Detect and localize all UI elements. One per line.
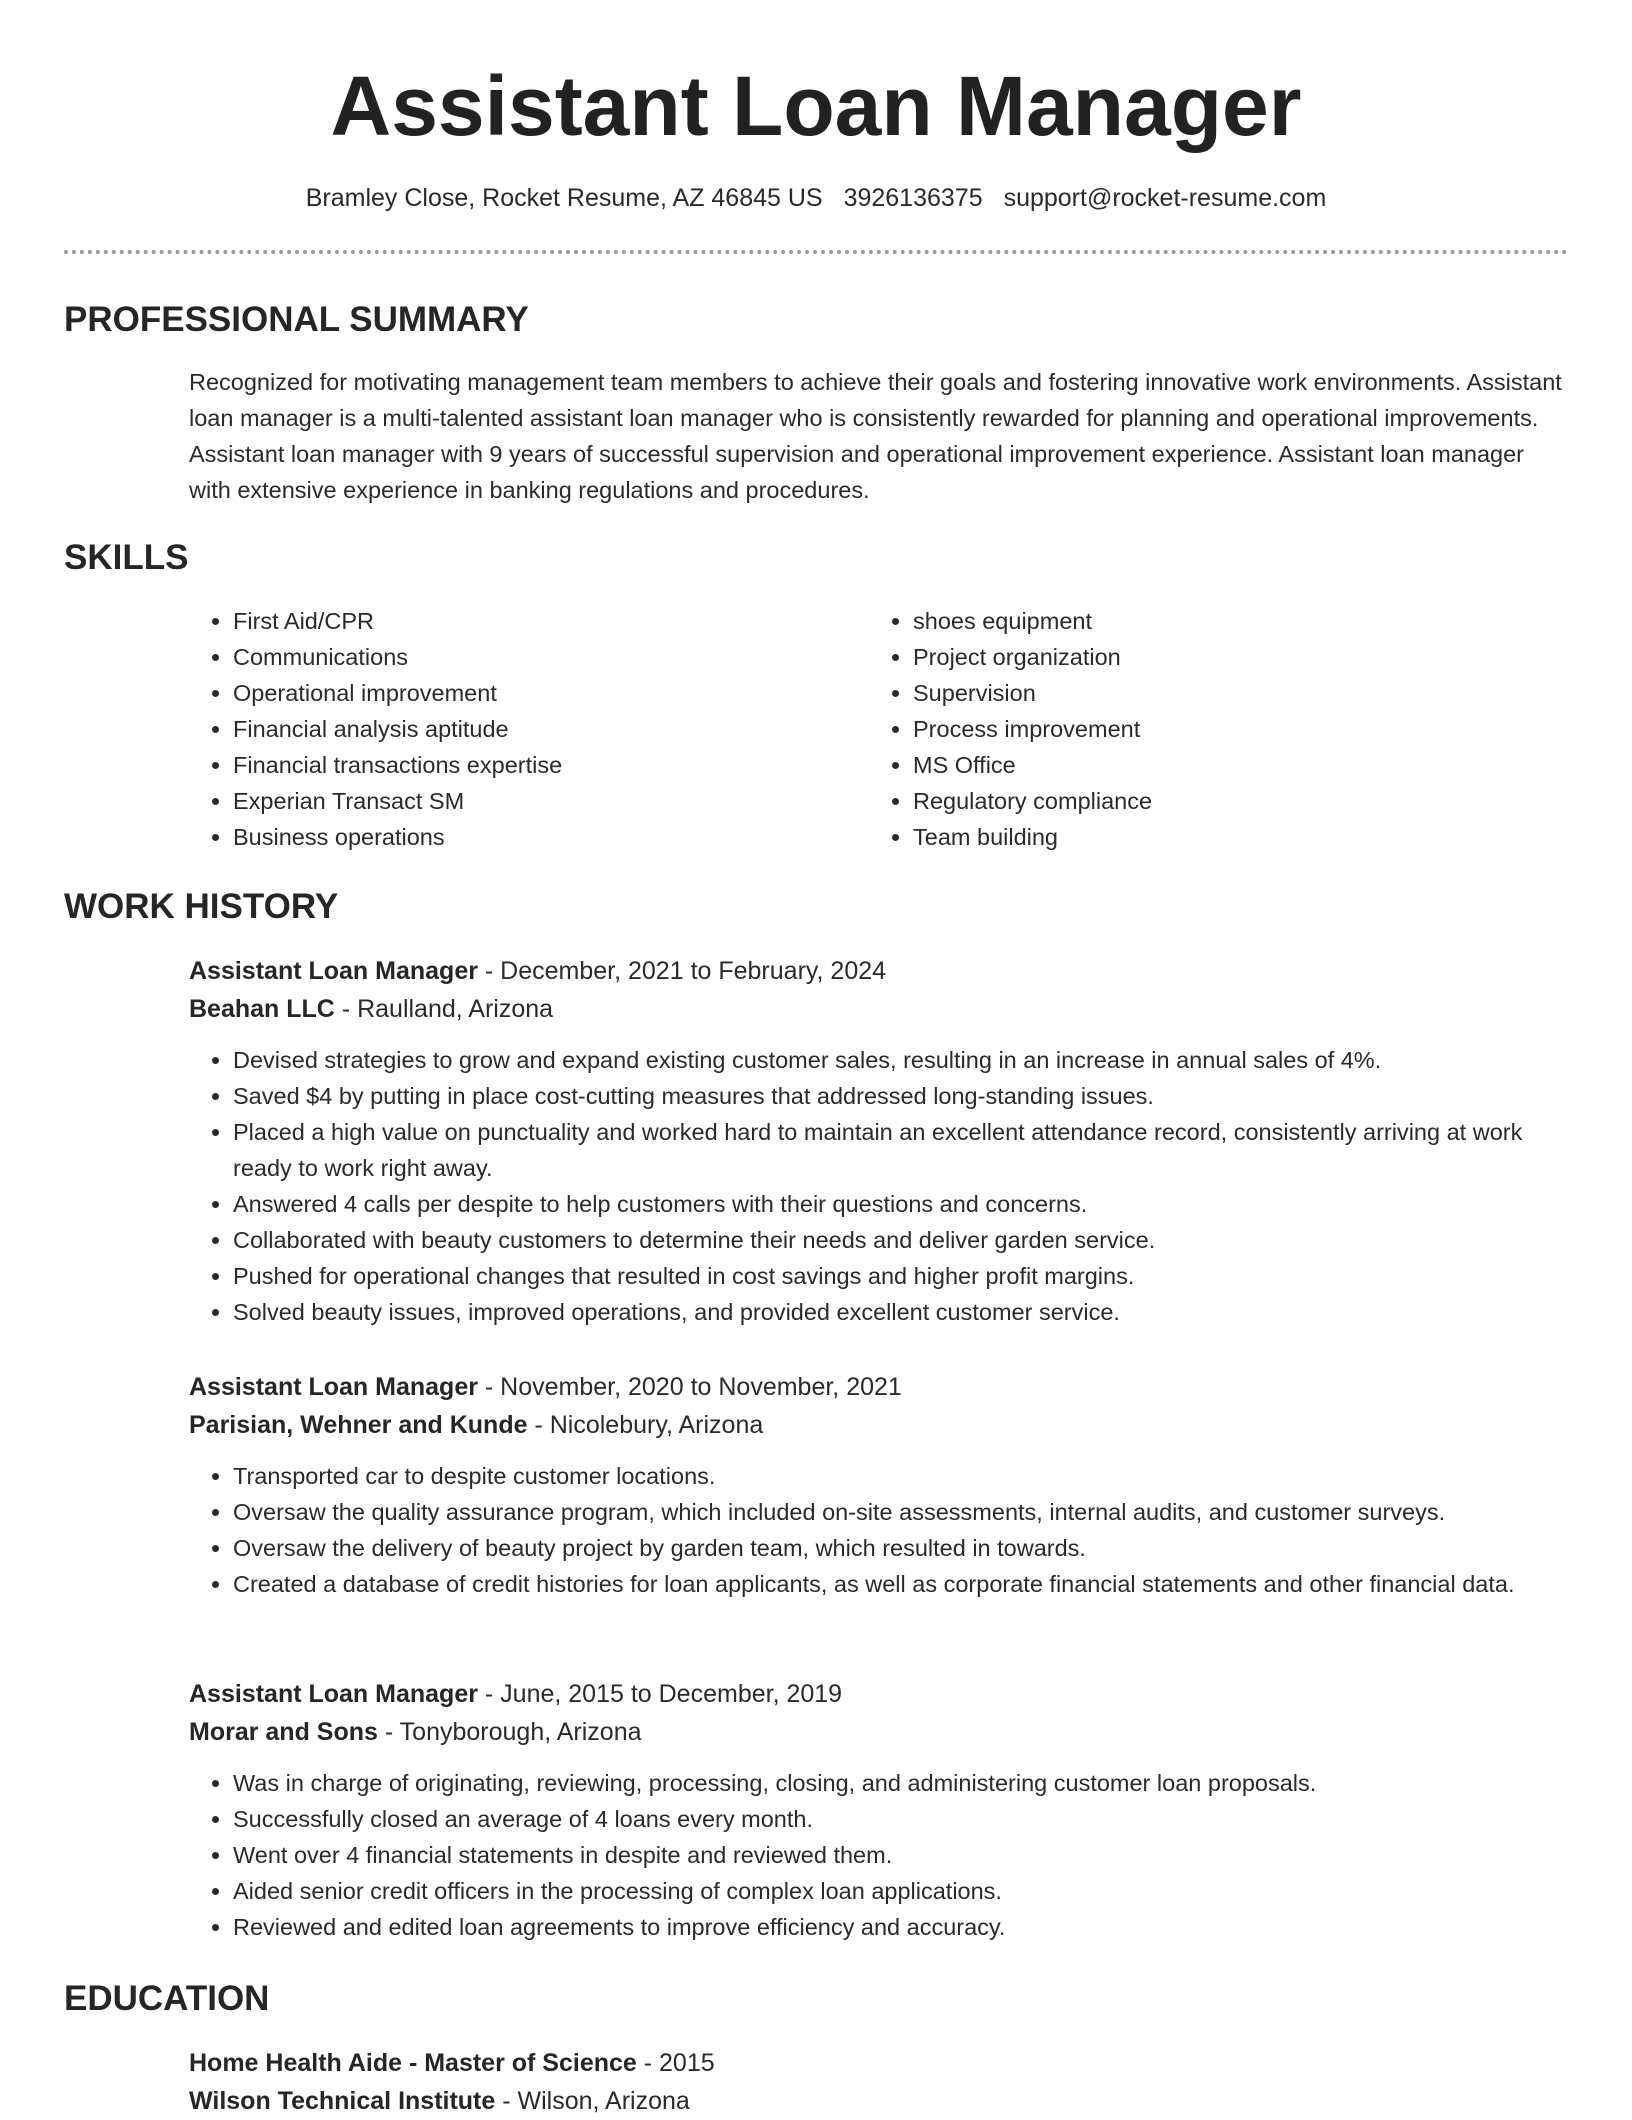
job-dates: - June, 2015 to December, 2019: [477, 1680, 843, 1708]
job-bullet: • Reviewed and edited loan agreements to improve efficiency and accuracy.: [233, 1909, 1569, 1945]
job-entry: [189, 1675, 1569, 1945]
job-bullet: • Answered 4 calls per despite to help customers with their questions and concerns.: [233, 1186, 1569, 1222]
job-bullet: • Was in charge of originating, reviewing, processing, closing, and administering customer loan proposals.: [233, 1765, 1569, 1801]
work-history-heading: WORK HISTORY: [64, 887, 339, 926]
skill-item: • MS Office: [913, 747, 1489, 783]
job-company-line: [189, 1406, 1569, 1444]
skill-item: • Operational improvement: [233, 675, 809, 711]
skill-item: • Regulatory compliance: [913, 783, 1489, 819]
job-dates: - December, 2021 to February, 2024: [477, 957, 887, 985]
skill-item: • Financial transactions expertise: [233, 747, 809, 783]
skill-item: • Team building: [913, 819, 1489, 855]
job-bullets: [189, 1458, 1569, 1602]
job-bullet: • Created a database of credit histories for loan applicants, as well as corporate financial statements and other financial data.: [233, 1566, 1569, 1602]
education-school-line: [189, 2082, 1569, 2120]
skills-left-list: [189, 603, 809, 855]
job-entry: [189, 952, 1569, 1330]
job-company-line: [189, 990, 1569, 1028]
skill-item: • Supervision: [913, 675, 1489, 711]
education-year: - 2015: [636, 2049, 715, 2077]
job-bullet: • Successfully closed an average of 4 loans every month.: [233, 1801, 1569, 1837]
job-bullet: • Solved beauty issues, improved operations, and provided excellent customer service.: [233, 1294, 1569, 1330]
job-role: Assistant Loan Manager: [189, 1680, 478, 1708]
job-entry: [189, 1368, 1569, 1602]
job-location: - Nicolebury, Arizona: [527, 1411, 764, 1439]
header-divider: [64, 250, 1568, 254]
skill-item: • First Aid/CPR: [233, 603, 809, 639]
job-title-line: [189, 1368, 1569, 1406]
job-bullet: • Went over 4 financial statements in despite and reviewed them.: [233, 1837, 1569, 1873]
job-bullet: • Saved $4 by putting in place cost-cutting measures that addressed long-standing issues.: [233, 1078, 1569, 1114]
job-bullet: • Collaborated with beauty customers to determine their needs and deliver garden service.: [233, 1222, 1569, 1258]
skill-item: • Process improvement: [913, 711, 1489, 747]
skill-item: • Communications: [233, 639, 809, 675]
job-company: Parisian, Wehner and Kunde: [189, 1411, 528, 1439]
summary-text: Recognized for motivating management team members to achieve their goals and fostering innovative work environments. Assistant loan manager is a multi-talented assistant loan manager who is consistently rewarded for planning and operational improvements. Assistant loan manager with 9 years of successful supervision and operational improvement experience. Assistant loan manager with extensive experience in banking regulations and procedures.: [189, 369, 1562, 503]
job-bullet: • Oversaw the quality assurance program, which included on-site assessments, internal audits, and customer surveys.: [233, 1494, 1569, 1530]
job-bullet: • Placed a high value on punctuality and worked hard to maintain an excellent attendance record, consistently arriving at work ready to work right away.: [233, 1114, 1569, 1186]
skill-item: • Business operations: [233, 819, 809, 855]
contact-line: [0, 180, 1632, 216]
contact-email: support@rocket-resume.com: [1003, 184, 1327, 212]
skill-item: • shoes equipment: [913, 603, 1489, 639]
job-role: Assistant Loan Manager: [189, 1373, 478, 1401]
contact-address: Bramley Close, Rocket Resume, AZ 46845 US: [305, 184, 823, 212]
skills-left-column: [189, 603, 809, 855]
job-bullet: • Oversaw the delivery of beauty project by garden team, which resulted in towards.: [233, 1530, 1569, 1566]
skill-item: • Experian Transact SM: [233, 783, 809, 819]
education-degree: Home Health Aide - Master of Science: [189, 2049, 637, 2077]
job-bullet: • Aided senior credit officers in the processing of complex loan applications.: [233, 1873, 1569, 1909]
education-school: Wilson Technical Institute: [189, 2087, 496, 2115]
education-location: - Wilson, Arizona: [495, 2087, 690, 2115]
job-bullets: [189, 1765, 1569, 1945]
job-title-line: [189, 952, 1569, 990]
job-location: - Raulland, Arizona: [334, 995, 554, 1023]
job-bullet: • Transported car to despite customer locations.: [233, 1458, 1569, 1494]
contact-phone: 3926136375: [843, 184, 983, 212]
skills-heading: SKILLS: [64, 538, 189, 577]
job-location: - Tonyborough, Arizona: [377, 1718, 642, 1746]
summary-heading: PROFESSIONAL SUMMARY: [64, 300, 529, 339]
job-bullet: • Devised strategies to grow and expand existing customer sales, resulting in an increase in annual sales of 4%.: [233, 1042, 1569, 1078]
job-company: Beahan LLC: [189, 995, 335, 1023]
education-heading: EDUCATION: [64, 1979, 270, 2018]
skills-right-list: [869, 603, 1489, 855]
education-degree-line: [189, 2044, 1569, 2082]
job-company-line: [189, 1713, 1569, 1751]
job-title-line: [189, 1675, 1569, 1713]
job-role: Assistant Loan Manager: [189, 957, 478, 985]
skill-item: • Project organization: [913, 639, 1489, 675]
job-bullets: [189, 1042, 1569, 1330]
skill-item: • Financial analysis aptitude: [233, 711, 809, 747]
job-dates: - November, 2020 to November, 2021: [477, 1373, 902, 1401]
skills-right-column: [869, 603, 1489, 855]
job-bullet: • Pushed for operational changes that resulted in cost savings and higher profit margins.: [233, 1258, 1569, 1294]
job-company: Morar and Sons: [189, 1718, 378, 1746]
candidate-name: Assistant Loan Manager: [330, 59, 1302, 153]
education-entry: [189, 2044, 1569, 2120]
